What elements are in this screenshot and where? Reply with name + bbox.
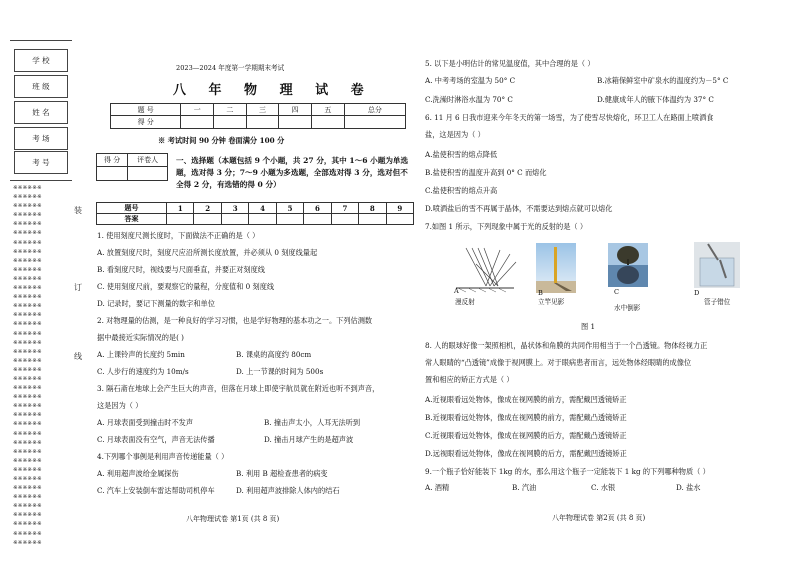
q5-option-a: A. 中考考场的室温为 50° C xyxy=(425,76,516,85)
x-pattern-row: ※※※※※※ xyxy=(13,339,42,346)
q9-option-c: C. 水银 xyxy=(591,483,616,492)
score-input-cell[interactable] xyxy=(279,116,312,129)
question-8-cont: 置和相应的矫正方式是（ ） xyxy=(425,375,514,384)
exam-info: ※ 考试时间 90 分钟 卷面满分 100 分 xyxy=(158,136,285,145)
q6-option-d: D.喷洒盐后的雪不再属于晶体，不需要达到熔点就可以熔化 xyxy=(425,204,613,213)
binding-char-xian: 线 xyxy=(74,352,82,361)
answer-input-cell[interactable] xyxy=(359,214,386,225)
page-2-footer: 八年物理试卷 第2页 (共 8 页) xyxy=(552,514,646,522)
class-label: 班 级 xyxy=(14,75,68,98)
grader-name-label: 评卷人 xyxy=(128,154,168,167)
figure-water-reflection xyxy=(608,243,648,287)
answer-header-cell: 4 xyxy=(249,203,276,214)
q4-option-d: D. 利用超声波排除人体内的结石 xyxy=(236,486,340,495)
x-pattern-row: ※※※※※※ xyxy=(13,330,42,337)
figure-diffuse-reflection xyxy=(452,244,520,294)
x-pattern-column xyxy=(13,184,73,548)
x-pattern-row: ※※※※※※ xyxy=(13,203,42,210)
figure-caption-d: 管子错位 xyxy=(704,298,731,306)
score-header-cell: 一 xyxy=(181,104,214,116)
q2-option-d: D. 上一节课的时间为 500s xyxy=(236,367,324,376)
section-1-line: 全得 2 分，有选错的得 0 分） xyxy=(176,180,281,189)
answer-header-cell: 2 xyxy=(194,203,221,214)
x-pattern-row: ※※※※※※ xyxy=(13,503,42,510)
answer-input-cell[interactable] xyxy=(249,214,276,225)
q6-option-c: C.盐使积雪的熔点升高 xyxy=(425,186,498,195)
section-1-line: 题，选对得 3 分；7～9 小题为多选题，全部选对得 3 分，选对但不 xyxy=(176,168,408,177)
question-8: 8. 人的眼球好像一架照相机，晶状体和角膜的共同作用相当于一个凸透镜。物体经视力正 xyxy=(425,341,708,350)
q5-option-c: C.洗澡时淋浴水温为 70° C xyxy=(425,95,513,104)
x-pattern-row: ※※※※※※ xyxy=(13,403,42,410)
figure-pole-shadow xyxy=(536,243,576,293)
figure-caption-b: 立竿见影 xyxy=(538,298,565,306)
q1-option-a: A. 放置刻度尺时，刻度尺应沿所测长度放置，并必须从 0 刻度线量起 xyxy=(97,248,318,257)
answer-input-cell[interactable] xyxy=(194,214,221,225)
q3-option-d: D. 撞击月球产生的是超声波 xyxy=(264,435,354,444)
x-pattern-row: ※※※※※※ xyxy=(13,303,42,310)
x-pattern-row: ※※※※※※ xyxy=(13,221,42,228)
figure-letter-a: A xyxy=(454,287,459,295)
x-pattern-row: ※※※※※※ xyxy=(13,521,42,528)
x-pattern-row: ※※※※※※ xyxy=(13,485,42,492)
question-6-cont: 盐，这是因为（ ） xyxy=(425,130,485,139)
q8-option-a: A.近视眼看远处物体，像成在视网膜的前方，需配戴凹透镜矫正 xyxy=(425,395,627,404)
x-pattern-row: ※※※※※※ xyxy=(13,466,42,473)
answer-input-cell[interactable] xyxy=(331,214,358,225)
answer-header-cell: 9 xyxy=(386,203,413,214)
score-header-cell: 总分 xyxy=(344,104,405,116)
question-9: 9.一个瓶子恰好能装下 1kg 的水，那么用这个瓶子一定能装下 1 kg 的下列哪种物质（ ） xyxy=(425,467,710,476)
x-pattern-row: ※※※※※※ xyxy=(13,185,42,191)
answer-input-cell[interactable] xyxy=(386,214,413,225)
q8-option-d: D.远视眼看远处物体，像成在视网膜的后方，需配戴凹透镜矫正 xyxy=(425,449,627,458)
figure-caption-a: 漫反射 xyxy=(455,298,475,306)
page-title: 八 年 物 理 试 卷 xyxy=(173,83,373,98)
name-label: 姓 名 xyxy=(14,101,68,124)
x-pattern-row: ※※※※※※ xyxy=(13,257,42,264)
x-pattern-row: ※※※※※※ xyxy=(13,239,42,246)
q3-option-b: B. 撞击声太小，人耳无法听到 xyxy=(264,418,361,427)
q9-option-a: A. 酒精 xyxy=(425,483,450,492)
question-8-cont: 常人眼睛的“凸透镜”成像于视网膜上。对于眼病患者而言，远处物体经眼睛的成像位 xyxy=(425,358,692,367)
x-pattern-row: ※※※※※※ xyxy=(13,512,42,519)
exam-number-label: 考 号 xyxy=(14,151,68,174)
q5-option-d: D.健康成年人的腋下体温约为 37° C xyxy=(597,95,714,104)
grader-table xyxy=(96,153,168,181)
q5-option-b: B.冰箱保鲜室中矿泉水的温度约为－5° C xyxy=(597,76,729,85)
answer-input-cell[interactable] xyxy=(304,214,331,225)
answer-header-cell: 3 xyxy=(221,203,248,214)
x-pattern-row: ※※※※※※ xyxy=(13,375,42,382)
q4-option-a: A. 利用超声波给金属探伤 xyxy=(97,469,179,478)
q8-option-c: C.近视眼看远处物体，像成在视网膜的后方，需配戴凸透镜矫正 xyxy=(425,431,627,440)
answer-header-cell: 7 xyxy=(331,203,358,214)
score-input-cell[interactable] xyxy=(246,116,279,129)
q2-option-a: A. 上课铃声的长度约 5min xyxy=(97,350,185,359)
answer-row-label: 答案 xyxy=(97,214,167,225)
score-header-cell: 二 xyxy=(214,104,247,116)
exam-room-label: 考 场 xyxy=(14,127,68,150)
x-pattern-row: ※※※※※※ xyxy=(13,412,42,419)
x-pattern-row: ※※※※※※ xyxy=(13,430,42,437)
answer-table xyxy=(96,202,414,225)
q1-option-b: B. 看刻度尺时，视线要与尺面垂直，并要正对刻度线 xyxy=(97,265,265,274)
x-pattern-row: ※※※※※※ xyxy=(13,439,42,446)
score-input-cell[interactable] xyxy=(312,116,345,129)
answer-header-cell: 6 xyxy=(304,203,331,214)
question-1: 1. 使用刻度尺测长度时，下面做法不正确的是（ ） xyxy=(97,231,260,240)
x-pattern-row: ※※※※※※ xyxy=(13,394,42,401)
x-pattern-row: ※※※※※※ xyxy=(13,448,42,455)
x-pattern-row: ※※※※※※ xyxy=(13,266,42,273)
x-pattern-row: ※※※※※※ xyxy=(13,230,42,237)
question-5: 5. 以下是小明估计的常见温度值，其中合理的是（ ） xyxy=(425,59,595,68)
score-input-cell[interactable] xyxy=(181,116,214,129)
x-pattern-row: ※※※※※※ xyxy=(13,476,42,482)
school-label: 学 校 xyxy=(14,49,68,72)
x-pattern-row: ※※※※※※ xyxy=(13,194,42,201)
x-pattern-row: ※※※※※※ xyxy=(13,385,42,392)
figure-bent-tube xyxy=(694,242,740,288)
x-pattern-row: ※※※※※※ xyxy=(13,421,42,428)
q6-option-b: B.盐使积雪的温度升高到 0° C 而熔化 xyxy=(425,168,547,177)
score-table xyxy=(110,103,406,129)
grader-name-cell[interactable] xyxy=(128,167,168,181)
figure-letter-c: C xyxy=(614,288,620,296)
answer-header-cell: 8 xyxy=(359,203,386,214)
answer-input-cell[interactable] xyxy=(276,214,303,225)
x-pattern-row: ※※※※※※ xyxy=(13,366,42,373)
q2-option-b: B. 课桌的高度约 80cm xyxy=(236,350,312,359)
answer-input-cell[interactable] xyxy=(221,214,248,225)
q2-option-c: C. 人步行的速度约为 10m/s xyxy=(97,367,189,376)
exam-name: 2023—2024 年度第一学期期末考试 xyxy=(176,64,285,72)
x-pattern-row: ※※※※※※ xyxy=(13,294,42,301)
q4-option-b: B. 利用 B 超检查患者的病变 xyxy=(236,469,328,478)
binding-char-zhuang: 装 xyxy=(74,206,82,215)
figure-letter-d: D xyxy=(694,289,700,297)
score-header-cell: 三 xyxy=(246,104,279,116)
question-2: 2. 对物理量的估测，是一种良好的学习习惯，也是学好物理的基本功之一。下列估测数 xyxy=(97,316,373,325)
x-pattern-row: ※※※※※※ xyxy=(13,494,42,501)
q3-option-c: C. 月球表面没有空气，声音无法传播 xyxy=(97,435,215,444)
x-pattern-row: ※※※※※※ xyxy=(13,275,42,282)
q8-option-b: B.近视眼看远处物体，像成在视网膜的前方，需配戴凸透镜矫正 xyxy=(425,413,627,422)
score-header-cell: 四 xyxy=(279,104,312,116)
answer-header-cell: 题号 xyxy=(97,203,167,214)
x-pattern-row: ※※※※※※ xyxy=(13,285,42,292)
score-row-label: 得 分 xyxy=(111,116,181,129)
grader-score-label: 得 分 xyxy=(97,154,128,167)
score-header-cell: 五 xyxy=(312,104,345,116)
answer-header-cell: 1 xyxy=(167,203,194,214)
question-2-cont: 据中最接近实际情况的是( ) xyxy=(97,333,184,342)
page-1-footer: 八年物理试卷 第1页 (共 8 页) xyxy=(186,515,280,523)
x-pattern-row: ※※※※※※ xyxy=(13,321,42,328)
x-pattern-row: ※※※※※※ xyxy=(13,530,42,537)
grader-score-cell[interactable] xyxy=(97,167,128,181)
section-1-line: 一、选择题（本题包括 9 个小题，共 27 分，其中 1～6 小题为单选 xyxy=(176,156,409,165)
q1-option-c: C. 使用刻度尺前，要观察它的量程，分度值和 0 刻度线 xyxy=(97,282,275,291)
section-1-heading xyxy=(176,155,408,191)
question-3-cont: 这是因为（ ） xyxy=(97,401,143,410)
x-pattern-row: ※※※※※※ xyxy=(13,312,42,319)
score-header-cell: 题 号 xyxy=(111,104,181,116)
x-pattern-row: ※※※※※※ xyxy=(13,457,42,464)
score-input-cell[interactable] xyxy=(214,116,247,129)
answer-header-cell: 5 xyxy=(276,203,303,214)
score-input-cell[interactable] xyxy=(344,116,405,129)
figure-caption-c: 水中倒影 xyxy=(614,304,641,312)
binding-char-ding: 订 xyxy=(74,283,82,292)
answer-input-cell[interactable] xyxy=(167,214,194,225)
q4-option-c: C. 汽车上安装倒车雷达帮助司机停车 xyxy=(97,486,215,495)
x-pattern-row: ※※※※※※ xyxy=(13,348,42,355)
x-pattern-row: ※※※※※※ xyxy=(13,248,42,255)
figure-letter-b: B xyxy=(538,289,543,297)
q9-option-b: B. 汽油 xyxy=(512,483,537,492)
x-pattern-row: ※※※※※※ xyxy=(13,357,42,364)
q6-option-a: A.盐使积雪的熔点降低 xyxy=(425,150,498,159)
q1-option-d: D. 记录时，要记下测量的数字和单位 xyxy=(97,299,215,308)
question-6: 6. 11 月 6 日我市迎来今年冬天的第一场雪，为了使雪尽快熔化，环卫工人在路面上喷洒食 xyxy=(425,113,714,122)
question-3: 3. 隔石斋在地球上会产生巨大的声音，但落在月球上即使宇航员就在附近也听不到声音， xyxy=(97,384,380,393)
x-pattern-row: ※※※※※※ xyxy=(13,212,42,219)
strip-divider xyxy=(10,40,72,41)
strip-divider xyxy=(10,180,72,181)
question-4: 4.下列哪个事例是利用声音传递能量（ ） xyxy=(97,452,229,461)
q3-option-a: A. 月球表面受到撞击时不发声 xyxy=(97,418,194,427)
question-7: 7.如图 1 所示，下列现象中属于光的反射的是（ ） xyxy=(425,222,588,231)
figure-title: 图 1 xyxy=(581,322,596,331)
x-pattern-row: ※※※※※※ xyxy=(13,539,42,546)
q9-option-d: D. 盐水 xyxy=(676,483,701,492)
